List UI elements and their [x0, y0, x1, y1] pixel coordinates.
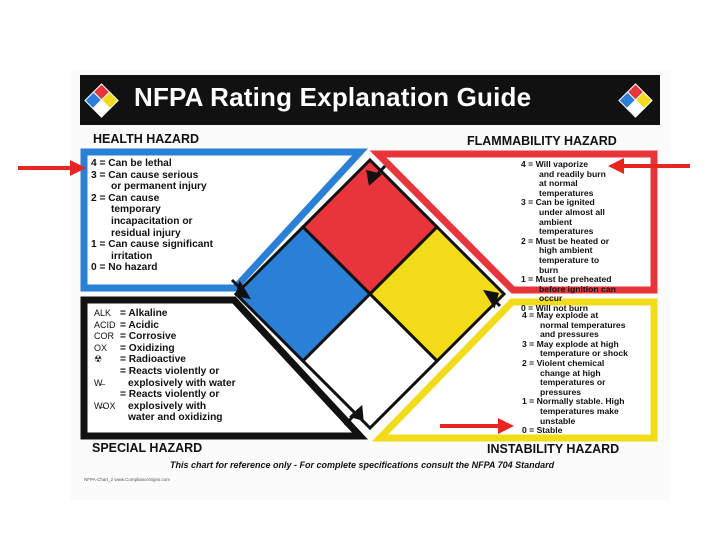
scale-line: unstable	[540, 415, 576, 426]
scale-line: temporary	[111, 204, 161, 216]
scale-line: 3 = Can cause serious	[91, 169, 199, 181]
instability-hazard-heading: INSTABILITY HAZARD	[487, 442, 620, 456]
scale-line: high ambient	[539, 245, 593, 256]
special-hazard-symbol: OX	[94, 342, 108, 353]
special-hazard-symbol: W̶OX	[94, 400, 116, 411]
special-hazard-row	[94, 343, 236, 355]
scale-line: at normal	[539, 178, 578, 189]
special-hazard-row	[94, 308, 236, 320]
scale-line: irritation	[111, 250, 153, 262]
scale-line: temperatures make	[540, 405, 619, 416]
scale-line: burn	[539, 264, 559, 275]
flammability-hazard-scale	[521, 160, 616, 314]
special-hazard-description: explosively with	[128, 400, 207, 412]
scale-line: temperatures or	[540, 377, 606, 388]
scale-line: change at high	[540, 367, 601, 378]
flammability-hazard-heading: FLAMMABILITY HAZARD	[467, 134, 617, 148]
scale-line: temperature or shock	[540, 348, 628, 359]
scale-line: incapacitation or	[111, 215, 193, 227]
special-hazard-description: = Alkaline	[120, 308, 168, 319]
scale-line: normal temperatures	[540, 319, 626, 330]
page-title: NFPA Rating Explanation Guide	[134, 82, 532, 112]
scale-line: temperatures	[539, 226, 594, 237]
special-hazard-row	[94, 320, 236, 332]
special-hazard-row	[94, 401, 236, 413]
special-hazard-row	[94, 389, 236, 401]
reference-note: This chart for reference only - For complete specifications consult the NFPA 704 Standard	[170, 460, 555, 470]
scale-line: 0 = Will not burn	[521, 302, 589, 313]
special-hazard-description: = Reacts violently or	[120, 389, 220, 401]
scale-line: 3 = Can be ignited	[521, 197, 595, 208]
scale-line: 3 = May explode at high	[522, 338, 619, 349]
chart-id-footnote: NFPA-Chart_2 www.ComplianceSigns.com	[84, 477, 170, 482]
scale-line: before ignition can	[539, 283, 616, 294]
health-hazard-scale	[91, 158, 213, 274]
scale-line: residual injury	[111, 227, 181, 239]
special-hazard-row	[94, 412, 236, 424]
scale-line: ambient	[539, 216, 572, 227]
special-hazard-row	[94, 378, 236, 390]
special-hazard-description: = Acidic	[120, 319, 159, 331]
scale-line: 4 = Will vaporize	[521, 159, 589, 169]
scale-line: temperatures	[539, 187, 594, 198]
scale-line: 1 = Must be preheated	[521, 274, 612, 285]
special-hazard-description: = Corrosive	[120, 331, 177, 343]
special-hazard-row	[94, 366, 236, 378]
scale-line: 4 = Can be lethal	[91, 158, 172, 169]
scale-line: and pressures	[540, 329, 599, 340]
special-hazard-legend	[94, 308, 236, 424]
health-hazard-heading: HEALTH HAZARD	[93, 132, 200, 146]
special-hazard-description: explosively with water	[128, 377, 236, 389]
special-hazard-symbol: COR	[94, 331, 114, 342]
special-hazard-row	[94, 331, 236, 343]
special-hazard-symbol: ☢	[94, 354, 103, 365]
special-hazard-description: = Radioactive	[120, 354, 186, 366]
scale-line: and readily burn	[539, 168, 606, 179]
special-hazard-symbol: W̶	[94, 377, 103, 388]
scale-line: temperature to	[539, 254, 600, 265]
scale-line: 4 = May explode at	[522, 310, 599, 320]
scale-line: or permanent injury	[111, 181, 207, 193]
special-hazard-row	[94, 354, 236, 366]
special-hazard-symbol: ALK	[94, 308, 112, 318]
scale-line: 1 = Normally stable. High	[522, 396, 625, 407]
special-hazard-description: = Oxidizing	[120, 342, 175, 354]
scale-line: 2 = Must be heated or	[521, 235, 610, 246]
special-hazard-description: = Reacts violently or	[120, 365, 220, 377]
scale-line: occur	[539, 293, 563, 304]
scale-line: 0 = No hazard	[91, 262, 158, 274]
special-hazard-heading: SPECIAL HAZARD	[92, 441, 203, 455]
scale-line: 1 = Can cause significant	[91, 239, 214, 251]
scale-line: 2 = Violent chemical	[522, 357, 605, 368]
special-hazard-symbol: ACID	[94, 319, 116, 330]
instability-hazard-scale	[522, 311, 628, 436]
scale-line: under almost all	[539, 206, 605, 217]
scale-line: 0 = Stable	[522, 425, 563, 436]
scale-line: 2 = Can cause	[91, 192, 160, 204]
scale-line: pressures	[540, 386, 582, 397]
special-hazard-description: water and oxidizing	[128, 412, 223, 424]
